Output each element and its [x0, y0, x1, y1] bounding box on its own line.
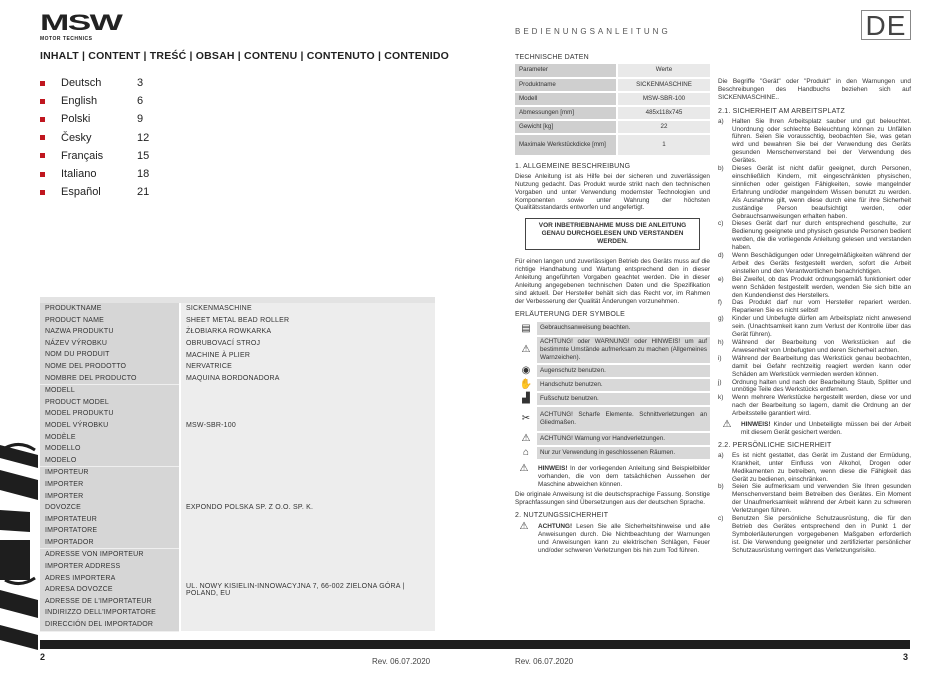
item-key: c)	[718, 515, 724, 523]
list-item	[718, 299, 911, 315]
tech-row	[515, 106, 710, 120]
symbol-row	[515, 364, 710, 378]
value-cell	[180, 303, 435, 385]
column-right	[718, 78, 911, 555]
field-label: DIRECCIÓN DEL IMPORTADOR	[45, 621, 154, 629]
bullet-icon	[40, 99, 45, 104]
tech-param: Maximale Werkstückdicke [mm]	[515, 134, 617, 156]
item-key: b)	[718, 165, 724, 173]
toc-language: Deutsch	[61, 77, 102, 90]
field-label: NOME DEL PRODOTTO	[45, 362, 127, 370]
item-text: Während der Bearbeitung von Werkstücken auf die Anwesenheit von Unbefugten und deren Sicherheit achten.	[732, 339, 911, 354]
toc-item[interactable]	[40, 147, 149, 165]
item-text: Halten Sie Ihren Arbeitsplatz sauber und gut beleuchtet. Unordnung oder schlechte Beleuchtung können zu Unfällen führen. Seien Sie vorausschtig, beobachten Sie, was getan wird und bewahren Sie bei der Verwendung des Geräts gesunden Menschenverstand bei der Verwendung des Gerätes.	[732, 117, 911, 165]
symbol-row	[515, 432, 710, 446]
children-note	[718, 421, 911, 437]
tech-param: Modell	[515, 92, 617, 106]
item-text: Seien Sie aufmerksam und verwenden Sie Ihren gesunden Menschenverstand beim Betreiben des Gerätes. Ein Moment der Unaufmerksamkeit während der Arbeit kann zu schweren Verletzungen führen.	[732, 483, 911, 515]
symbol-text: Fußschutz benutzen.	[537, 392, 710, 406]
field-label: NAZWA PRODUKTU	[45, 328, 114, 336]
section-21-title: 2.1. SICHERHEIT AM ARBEITSPLATZ	[718, 107, 845, 115]
tech-row	[515, 78, 710, 92]
toc-language: Polski	[61, 113, 91, 126]
item-key: c)	[718, 220, 724, 228]
bullet-icon	[40, 190, 45, 195]
field-value: SHEET METAL BEAD ROLLER	[186, 316, 290, 324]
revision-left: Rev. 06.07.2020	[372, 657, 431, 666]
symbols-table	[515, 322, 710, 461]
field-label: NOM DU PRODUIT	[45, 351, 110, 359]
item-key: k)	[718, 394, 724, 402]
field-label: INDIRIZZO DELL'IMPORTATORE	[45, 609, 157, 617]
item-text: Das Produkt darf nur vom Hersteller repariert werden. Reparieren Sie es nicht selbst!	[732, 299, 911, 315]
tech-row	[515, 92, 710, 106]
right-page	[475, 0, 950, 674]
value-cell	[180, 549, 435, 631]
toc-list	[40, 74, 149, 201]
hint-text: In der vorliegenden Anleitung sind Beispielbilder vorhanden, die von dem tatsächlichen Aussehen der Maschine abweichen können.	[538, 464, 710, 488]
symbol-text: Gebrauchsanweisung beachten.	[537, 322, 710, 336]
toc-item[interactable]	[40, 110, 149, 128]
field-label: ADRESSE DE L'IMPORTATEUR	[45, 597, 152, 605]
product-table-row	[40, 549, 435, 631]
toc-page: 12	[137, 131, 150, 144]
cut-warning-icon: ✂	[521, 412, 531, 424]
list-item	[718, 339, 911, 355]
tech-data-table	[515, 64, 710, 157]
language-code: DE	[861, 10, 911, 40]
field-label: PRODUCT NAME	[45, 316, 105, 324]
field-value: NERVATRICE	[186, 363, 232, 371]
hint-bold: HINWEIS!	[538, 464, 568, 472]
boot-icon: ▟	[522, 392, 530, 404]
list-item	[718, 315, 911, 339]
field-label: DOVOZCE	[45, 504, 82, 512]
warning-icon: ⚠	[519, 462, 529, 474]
toc-item[interactable]	[40, 74, 149, 92]
field-value: OBRUBOVACÍ STROJ	[186, 340, 261, 348]
section-1-text: Diese Anleitung ist als Hilfe bei der sicheren und zuverlässigen Nutzung gedacht. Das Produkt wurde strikt nach den technischen Vorgaben und unter Verwendung modernster Technologien und Komponenten sowie unter Wahrung der höchsten Qualitätsstandards entworfen und angefertigt.	[515, 172, 710, 212]
warning-icon: ⚠	[722, 419, 732, 431]
field-label: MODEL PRODUKTU	[45, 410, 114, 418]
label-cell	[40, 385, 180, 467]
item-key: f)	[718, 299, 722, 307]
toc-language: Español	[61, 186, 101, 199]
logo-subtitle: MOTOR TECHNICS	[40, 36, 93, 42]
symbol-row	[515, 336, 710, 364]
field-label: MODÈLE	[45, 433, 76, 441]
field-value: MACHINE À PLIER	[186, 351, 251, 359]
bullet-icon	[40, 117, 45, 122]
item-text: Kinder und Unbefugte dürfen am Arbeitsplatz nicht anwesend sein. (Unachtsamkeit kann zum Verlust der Kontrolle über das Gerät führen).	[732, 315, 911, 339]
tech-value: MSW-SBR-100	[617, 92, 710, 106]
read-manual-warning: VOR INBETRIEBNAHME MUSS DIE ANLEITUNG GENAU DURCHGELESEN UND VERSTANDEN WERDEN.	[525, 218, 700, 250]
product-table-row	[40, 303, 435, 385]
list-item	[718, 276, 911, 300]
field-label: PRODUKTNAME	[45, 305, 102, 312]
list-item	[718, 483, 911, 515]
children-text: Kinder und Unbeteiligte müssen bei der Arbeit mit diesem Gerät gesichert werden.	[741, 421, 911, 436]
field-label: IMPORTER	[45, 492, 84, 500]
toc-language: Français	[61, 149, 104, 162]
field-label: MODEL VÝROBKU	[45, 421, 109, 429]
list-item	[718, 452, 911, 484]
toc-page: 9	[137, 113, 144, 126]
book-icon: ▤	[521, 322, 531, 334]
page-number-left: 2	[40, 652, 46, 662]
section-1-text2: Für einen langen und zuverlässigen Betrieb des Geräts muss auf die richtige Handhabung und Wartung entsprechend den in dieser Anleitung angeführten Vorgaben geachtet werden. Die in dieser Anleitung angegebenen technischen Daten und die Spezifikation sind aktuell. Der Hersteller behält sich das Recht vor, im Rahmen der Verbesserung der Qualität Änderungen vorzunehmen.	[515, 258, 710, 305]
product-table-row	[40, 467, 435, 549]
list-item	[718, 252, 911, 276]
tech-value: Werte	[617, 64, 710, 78]
field-label: IMPORTER	[45, 480, 84, 488]
hand-injury-icon: ⚠	[521, 432, 531, 444]
field-value: SICKENMASCHINE	[186, 305, 252, 313]
terms-intro: Die Begriffe "Gerät" oder "Produkt" in den Warnungen und Beschreibungen des Handbuchs beziehen sich auf SICKENMASCHINE..	[718, 78, 911, 101]
item-text: Wenn mehrere Werkstücke hergestellt werden, diese vor und nach der Bearbeitung so lagern, damit die Ordnung an der Arbeitsstelle garantiert wird.	[732, 394, 911, 418]
field-value: ŻŁOBIARKA ROWKARKA	[186, 328, 272, 336]
list-item	[718, 515, 911, 555]
item-key: e)	[718, 275, 724, 283]
item-key: a)	[718, 117, 724, 125]
item-key: d)	[718, 252, 724, 260]
section-1-title: 1. ALLGEMEINE BESCHREIBUNG	[515, 162, 631, 170]
toc-item[interactable]	[40, 165, 149, 183]
page-number-right: 3	[903, 652, 909, 662]
symbol-text: ACHTUNG! Scharfe Elemente. Schnittverletzungen an Gliedmaßen.	[537, 406, 710, 432]
tech-param: Parameter	[515, 64, 617, 78]
toc-language: Italiano	[61, 168, 97, 181]
list-item	[718, 394, 911, 418]
tech-value: SICKENMASCHINE	[617, 78, 710, 92]
tech-row	[515, 134, 710, 156]
safety-note	[515, 523, 710, 555]
toc-page: 18	[137, 168, 150, 181]
section-22-title: 2.2. PERSÖNLICHE SICHERHEIT	[718, 441, 832, 449]
section-22-list	[718, 452, 911, 555]
column-left	[515, 54, 710, 558]
tech-row	[515, 64, 710, 78]
warning-icon: ⚠	[521, 343, 531, 355]
item-text: Dieses Gerät darf nur durch entsprechend geschulte, zur Bedienung geeignete und physisch gesunde Personen bedient werden, die die vorliegende Anleitung gelesen und verstanden haben.	[732, 220, 911, 252]
symbol-row	[515, 378, 710, 392]
goggles-icon: ◉	[521, 364, 531, 376]
item-key: h)	[718, 339, 724, 346]
item-text: Es ist nicht gestattet, das Gerät im Zustand der Ermüdung, Krankheit, unter Einfluss von Alkohol, Drogen oder Medikamenten zu betreiben, wenn diese die Fähigkeit das Gerät zu bedienen, einschränken.	[732, 451, 911, 483]
list-item	[718, 220, 911, 252]
list-item	[718, 379, 911, 395]
field-label: PRODUCT MODEL	[45, 398, 109, 406]
symbols-title: ERLÄUTERUNG DER SYMBOLE	[515, 310, 626, 318]
symbol-row	[515, 446, 710, 460]
glove-icon: ✋	[519, 378, 533, 390]
product-info-table	[40, 303, 435, 632]
item-key: a)	[718, 451, 724, 459]
symbol-text: ACHTUNG! oder WARNUNG! oder HINWEIS! um auf bestimmte Umstände aufmerksam zu machen (Allgemeines Warnzeichen).	[537, 336, 710, 364]
section-21-list	[718, 118, 911, 418]
field-label: MODELO	[45, 456, 77, 464]
footer-bar	[40, 640, 910, 649]
item-key: i)	[718, 354, 722, 362]
item-text: Benutzen Sie persönliche Schutzausrüstung, die für den Betrieb des Gerätes entsprechend den in Punkt 1 der Symbolerläuterungen vorgegebenen Maßgaben erforderlich ist. Die Verwendung geeigneter und zertifizierter persönlicher Schutzausrüstung verringert das Verletzungsrisiko.	[732, 515, 911, 554]
item-key: j)	[718, 378, 722, 386]
section-2-title: 2. NUTZUNGSSICHERHEIT	[515, 512, 609, 520]
label-cell	[40, 549, 180, 631]
tech-param: Gewicht [kg]	[515, 120, 617, 134]
symbol-row	[515, 392, 710, 406]
toc-page: 3	[137, 77, 144, 90]
children-bold: HINWEIS!	[741, 421, 771, 429]
product-table-row	[40, 385, 435, 467]
field-label: MODELLO	[45, 445, 81, 453]
symbol-text: Augenschutz benutzen.	[537, 364, 710, 378]
warning-icon: ⚠	[519, 521, 529, 533]
label-cell	[40, 467, 180, 549]
symbol-text: Handschutz benutzen.	[537, 378, 710, 392]
revision-right: Rev. 06.07.2020	[515, 657, 574, 666]
symbol-row	[515, 406, 710, 432]
symbol-text: ACHTUNG! Warnung vor Handverletzungen.	[537, 432, 710, 446]
msw-logo	[40, 10, 122, 42]
hint-note	[515, 462, 710, 489]
field-label: IMPORTEUR	[45, 469, 89, 477]
toc-language: Česky	[61, 131, 92, 144]
value-cell	[180, 467, 435, 549]
field-value: MAQUINA BORDONADORA	[186, 374, 280, 382]
indoor-icon: ⌂	[522, 446, 530, 458]
field-label: IMPORTATEUR	[45, 515, 97, 523]
toc-item[interactable]	[40, 92, 149, 110]
tech-param: Abmessungen [mm]	[515, 106, 617, 120]
toc-page: 6	[137, 95, 144, 108]
field-label: ADRES IMPORTERA	[45, 574, 116, 582]
value-cell	[180, 385, 435, 467]
symbol-row	[515, 322, 710, 336]
item-text: Bei Zweifel, ob das Produkt ordnungsgemäß funktioniert oder wenn Schäden festgestellt werden, wenden Sie sich bitte an den Kundendienst des Herstellers.	[732, 275, 911, 299]
field-label: IMPORTATORE	[45, 527, 98, 535]
toc-item[interactable]	[40, 183, 149, 201]
tech-param: Produktname	[515, 78, 617, 92]
safety-text: Lesen Sie alle Sicherheitshinweise und alle Anweisungen durch. Die Nichtbeachtung der Warnungen und Anweisungen kann zu elektrischen Schlägen, Feuer und/oder schweren Verletzungen bis hin zum Tod führen.	[538, 523, 710, 554]
field-value: UL. NOWY KISIELIN-INNOWACYJNA 7, 66-002 ZIELONA GÓRA | POLAND, EU	[186, 583, 405, 598]
field-label: IMPORTER ADDRESS	[45, 563, 121, 571]
tech-value: 1	[617, 134, 710, 156]
item-text: Während der Bearbeitung das Werkstück genau beobachten, damit bei Gefahr rechtzeitig reagiert werden kann oder Schäden am Werkstück vermieden werden können.	[732, 354, 911, 378]
item-text: Dieses Gerät ist nicht dafür geeignet, durch Personen, einschließlich Kindern, mit eingeschränkten physischen, sinnlichen oder geistigen Fähigkeiten, sowie mangelnder Erfahrung und/oder mangelndem Wissen benutzt zu werden. Als Ausnahme gilt, wenn diese durch eine für ihre Sicherheit zuständige Person beaufsichtigt werden, oder Gebrauchsanweisungen erhalten haben.	[732, 165, 911, 220]
bullet-icon	[40, 153, 45, 158]
tech-value: 485x118x745	[617, 106, 710, 120]
field-label: IMPORTADOR	[45, 538, 94, 546]
item-text: Ordnung halten und nach der Bearbeitung Staub, Splitter und unnötige Teile des Werkstücks entfernen.	[732, 378, 911, 394]
item-key: b)	[718, 483, 724, 491]
bullet-icon	[40, 81, 45, 86]
toc-heading: INHALT | CONTENT | TREŚĆ | OBSAH | CONTENU | CONTENUTO | CONTENIDO	[40, 50, 450, 62]
label-cell	[40, 303, 180, 385]
safety-bold: ACHTUNG!	[538, 523, 573, 531]
field-label: NOMBRE DEL PRODUCTO	[45, 374, 137, 382]
symbol-text: Nur zur Verwendung in geschlossenen Räumen.	[537, 446, 710, 460]
manual-header: BEDIENUNGSANLEITUNG	[515, 27, 671, 36]
tech-row	[515, 120, 710, 134]
list-item	[718, 355, 911, 379]
field-label: ADRESSE VON IMPORTEUR	[45, 551, 144, 559]
field-label: ADRESA DOVOZCE	[45, 586, 113, 594]
field-label: NÁZEV VÝROBKU	[45, 339, 108, 347]
bullet-icon	[40, 172, 45, 177]
decorative-stripes	[0, 440, 40, 650]
toc-language: English	[61, 95, 98, 108]
field-value: MSW-SBR-100	[186, 422, 236, 430]
field-value: EXPONDO POLSKA SP. Z O.O. SP. K.	[186, 504, 314, 512]
toc-page: 21	[137, 186, 150, 199]
item-text: Wenn Beschädigungen oder Unregelmäßigkeiten während der Arbeit des Geräts festgestellt werden, sofort die Arbeit einstellen und den Verantwortlichen benachrichtigen.	[732, 252, 911, 275]
list-item	[718, 165, 911, 220]
tech-data-title: TECHNISCHE DATEN	[515, 54, 589, 61]
toc-page: 15	[137, 149, 150, 162]
original-note: Die originale Anweisung ist die deutschsprachige Fassung. Sonstige Sprachfassungen sind Übersetzungen aus der deutschen Sprache.	[515, 491, 710, 507]
toc-item[interactable]	[40, 129, 149, 147]
logo-mark: MSW	[40, 10, 122, 35]
list-item	[718, 118, 911, 165]
item-key: g)	[718, 315, 724, 323]
tech-value: 22	[617, 120, 710, 134]
field-label: MODELL	[45, 387, 75, 395]
bullet-icon	[40, 135, 45, 140]
